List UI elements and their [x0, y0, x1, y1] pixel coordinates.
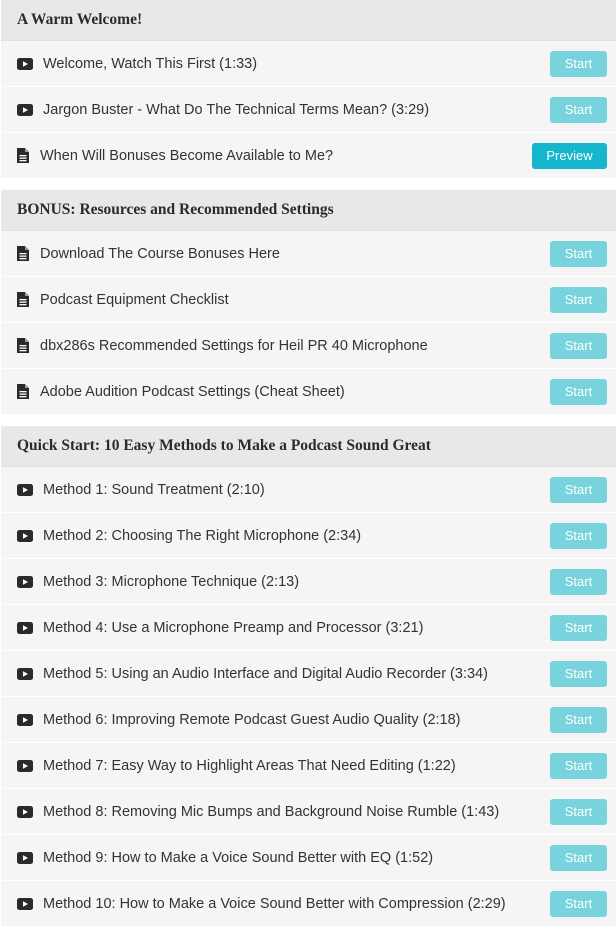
start-button[interactable]: Start [550, 845, 607, 871]
lecture-item[interactable] [1, 743, 616, 789]
start-button[interactable]: Start [550, 97, 607, 123]
video-icon [17, 103, 35, 117]
document-icon [17, 293, 31, 307]
video-icon [17, 667, 35, 681]
lecture-title: Adobe Audition Podcast Settings (Cheat Sheet) [40, 383, 345, 400]
lecture-title: Method 7: Easy Way to Highlight Areas That Need Editing (1:22) [43, 757, 456, 774]
lecture-item[interactable] [1, 881, 616, 927]
lecture-item[interactable] [1, 467, 616, 513]
video-icon [17, 483, 35, 497]
lecture-list [1, 467, 616, 927]
lecture-item[interactable] [1, 369, 616, 415]
lecture-title: Method 2: Choosing The Right Microphone (2:34) [43, 527, 362, 544]
video-icon [17, 851, 35, 865]
start-button[interactable]: Start [550, 569, 607, 595]
section-title: BONUS: Resources and Recommended Settings [1, 190, 616, 231]
lecture-item[interactable] [1, 133, 616, 179]
lecture-title: Method 9: How to Make a Voice Sound Better with EQ (1:52) [43, 849, 434, 866]
start-button[interactable]: Start [550, 379, 607, 405]
lecture-item[interactable] [1, 41, 616, 87]
lecture-item[interactable] [1, 513, 616, 559]
start-button[interactable]: Start [550, 615, 607, 641]
lecture-item[interactable] [1, 231, 616, 277]
video-icon [17, 897, 35, 911]
document-icon [17, 247, 31, 261]
video-icon [17, 805, 35, 819]
start-button[interactable]: Start [550, 891, 607, 917]
lecture-item[interactable] [1, 605, 616, 651]
lecture-title: Method 3: Microphone Technique (2:13) [43, 573, 300, 590]
course-section [1, 426, 616, 927]
start-button[interactable]: Start [550, 799, 607, 825]
video-icon [17, 713, 35, 727]
lecture-title: Download The Course Bonuses Here [40, 245, 280, 262]
lecture-title: Method 10: How to Make a Voice Sound Better with Compression (2:29) [43, 895, 506, 912]
lecture-title: Method 5: Using an Audio Interface and Digital Audio Recorder (3:34) [43, 665, 488, 682]
start-button[interactable]: Start [550, 333, 607, 359]
start-button[interactable]: Start [550, 661, 607, 687]
lecture-item[interactable] [1, 835, 616, 881]
lecture-title: When Will Bonuses Become Available to Me? [40, 147, 334, 164]
lecture-title: Jargon Buster - What Do The Technical Terms Mean? (3:29) [43, 101, 430, 118]
start-button[interactable]: Start [550, 753, 607, 779]
course-section [1, 190, 616, 415]
start-button[interactable]: Start [550, 477, 607, 503]
lecture-title: Welcome, Watch This First (1:33) [43, 55, 258, 72]
lecture-item[interactable] [1, 789, 616, 835]
lecture-item[interactable] [1, 559, 616, 605]
section-title: Quick Start: 10 Easy Methods to Make a Podcast Sound Great [1, 426, 616, 467]
lecture-title: Method 1: Sound Treatment (2:10) [43, 481, 265, 498]
document-icon [17, 385, 31, 399]
lecture-title: Method 8: Removing Mic Bumps and Background Noise Rumble (1:43) [43, 803, 500, 820]
preview-button[interactable]: Preview [532, 143, 607, 169]
lecture-list [1, 231, 616, 415]
video-icon [17, 529, 35, 543]
lecture-title: Podcast Equipment Checklist [40, 291, 229, 308]
document-icon [17, 149, 31, 163]
lecture-title: dbx286s Recommended Settings for Heil PR 40 Microphone [40, 337, 428, 354]
section-title: A Warm Welcome! [1, 0, 616, 41]
video-icon [17, 575, 35, 589]
start-button[interactable]: Start [550, 287, 607, 313]
lecture-title: Method 6: Improving Remote Podcast Guest Audio Quality (2:18) [43, 711, 461, 728]
lecture-list [1, 41, 616, 179]
video-icon [17, 621, 35, 635]
lecture-item[interactable] [1, 323, 616, 369]
document-icon [17, 339, 31, 353]
lecture-title: Method 4: Use a Microphone Preamp and Processor (3:21) [43, 619, 424, 636]
lecture-item[interactable] [1, 87, 616, 133]
video-icon [17, 57, 35, 71]
start-button[interactable]: Start [550, 707, 607, 733]
lecture-item[interactable] [1, 651, 616, 697]
video-icon [17, 759, 35, 773]
start-button[interactable]: Start [550, 51, 607, 77]
start-button[interactable]: Start [550, 523, 607, 549]
lecture-item[interactable] [1, 277, 616, 323]
lecture-item[interactable] [1, 697, 616, 743]
course-section [1, 0, 616, 179]
start-button[interactable]: Start [550, 241, 607, 267]
